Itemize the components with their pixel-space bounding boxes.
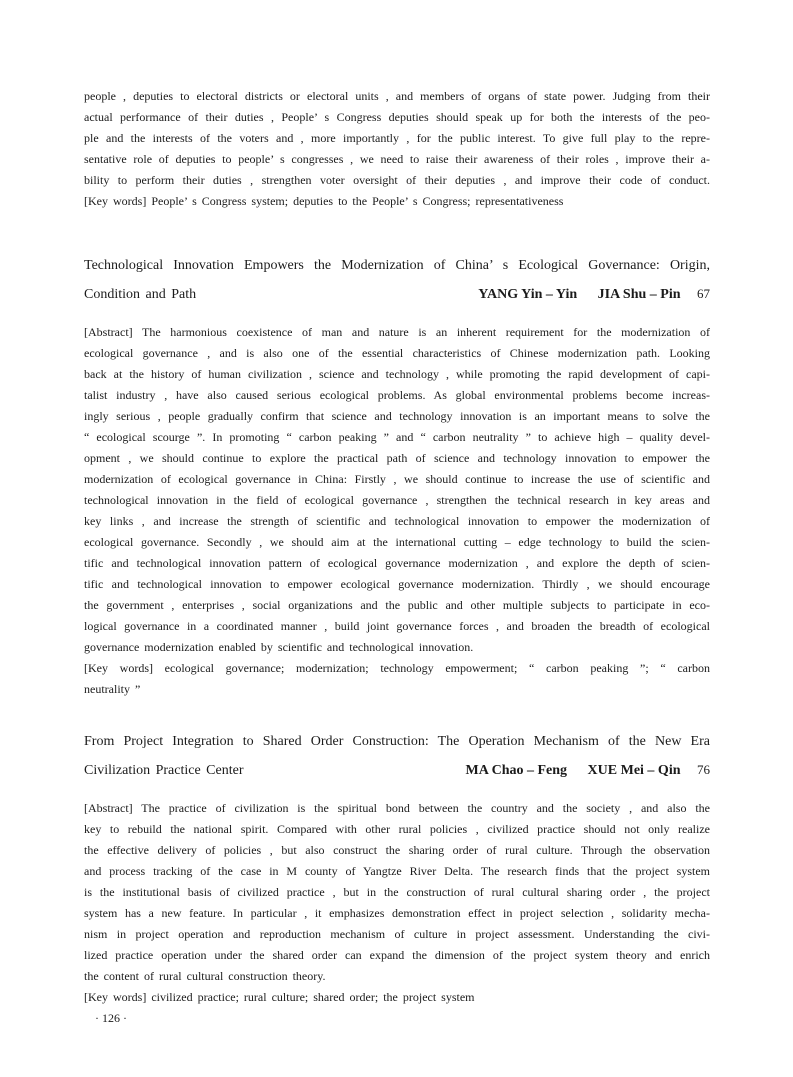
continued-abstract-text [84,86,710,191]
text-line: actual performance of their duties , People’ s Congress deputies should speak up for both the interests of the peo- [84,110,710,124]
author-name: YANG Yin – Yin [478,287,578,302]
article-entry-1 [84,252,710,700]
text-line: [Key words] civilized practice; rural culture; shared order; the project system [84,990,475,1004]
text-line: “ ecological scourge ”. In promoting “ carbon peaking ” and “ carbon neutrality ” to achieve high – quality devel- [84,430,710,444]
text-line: tific and technological innovation pattern of ecological governance modernization , and explore the depth of scien- [84,556,710,570]
continued-abstract-section [84,86,710,212]
article-1-title-line1: Technological Innovation Empowers the Modernization of China’ s Ecological Governance: Origin, [84,258,710,273]
text-line: sentative role of deputies to people’ s congresses , we need to raise their awareness of their roles , improve their a- [84,152,710,166]
text-line: opment , we should continue to explore the practical path of science and technology innovation to empower the [84,451,710,465]
text-line: the effective delivery of policies , but also construct the sharing order of rural culture. Through the observation [84,843,710,857]
text-line: talist industry , have also caused serious ecological problems. As global environmental problems become increas- [84,388,710,402]
text-line: [Abstract] The harmonious coexistence of man and nature is an inherent requirement for the modernization of [84,325,710,339]
text-line: key to rebuild the national spirit. Compared with other rural policies , civilized practice should not only realize [84,822,710,836]
author-name: JIA Shu – Pin [597,287,681,302]
text-line: system has a new feature. In particular , it emphasizes demonstration effect in project selection , solidarity mecha- [84,906,710,920]
article-1-abstract [84,322,710,658]
text-line: and process tracking of the case in M county of Yangtze River Delta. The research finds that the project system [84,864,710,878]
article-2-keywords [84,987,710,1008]
article-1-keywords [84,658,710,700]
text-line: [Key words] ecological governance; modernization; technology empowerment; “ carbon peaking ”; “ carbon [84,661,710,675]
article-2-title-row [84,756,710,785]
article-2-abstract [84,798,710,987]
text-line: people , deputies to electoral districts or electoral units , and members of organs of state power. Judging from their [84,89,710,103]
article-start-page: 67 [697,286,710,301]
text-line: ple and the interests of the voters and , more importantly , for the public interest. To give full play to the repre- [84,131,710,145]
article-2-title-line1: From Project Integration to Shared Order Construction: The Operation Mechanism of the New Era [84,734,710,749]
article-1-authors [478,280,710,309]
text-line: tific and technological innovation to empower ecological governance modernization. Thirdly , we should encourage [84,577,710,591]
text-line: [Abstract] The practice of civilization is the spiritual bond between the country and the society , and also the [84,801,710,815]
text-line: modernization of ecological governance in China: Firstly , we should continue to increase the use of scientific and [84,472,710,486]
text-line: lized practice operation under the shared order can expand the dimension of the project system theory and enrich [84,948,710,962]
text-line: neutrality ” [84,682,141,696]
article-1-title-row [84,280,710,309]
continued-keywords [84,191,710,212]
text-line: ecological governance. Secondly , we should aim at the international cutting – edge technology to build the scien- [84,535,710,549]
page-number: · 126 · [95,1011,127,1025]
text-line: key links , and increase the strength of scientific and technological innovation to empower the modernization of [84,514,710,528]
article-1-title-line2: Condition and Path [84,287,197,302]
text-line: the government , enterprises , social organizations and the public and other multiple subjects to participate in eco- [84,598,710,612]
text-line: technological innovation in the field of ecological governance , strengthen the technical research in key areas and [84,493,710,507]
text-line: bility to perform their duties , strengthen voter oversight of their deputies , and improve their code of conduct. [84,173,710,187]
text-line: back at the history of human civilization , science and technology , while promoting the rapid development of capi- [84,367,710,381]
text-line: the content of rural cultural construction theory. [84,969,326,983]
text-line: is the institutional basis of civilized practice , but in the construction of rural cultural sharing order , the project [84,885,710,899]
article-2-title-line2: Civilization Practice Center [84,763,244,778]
text-line: [Key words] People’ s Congress system; deputies to the People’ s Congress; representativeness [84,194,564,208]
text-line: nism in project operation and reproduction mechanism of culture in project assessment. Understanding the civi- [84,927,710,941]
article-start-page: 76 [697,762,710,777]
article-2-authors [466,756,710,785]
text-line: governance modernization enabled by scientific and technological innovation. [84,640,474,654]
author-name: MA Chao – Feng [465,763,568,778]
article-entry-2 [84,728,710,1008]
author-name: XUE Mei – Qin [587,763,681,778]
text-line: ecological governance , and is also one of the essential characteristics of Chinese modernization path. Looking [84,346,710,360]
text-line: ingly serious , people gradually confirm that science and technology innovation is an important means to solve the [84,409,710,423]
text-line: logical governance in a coordinated manner , build joint governance forces , and broaden the breadth of ecological [84,619,710,633]
